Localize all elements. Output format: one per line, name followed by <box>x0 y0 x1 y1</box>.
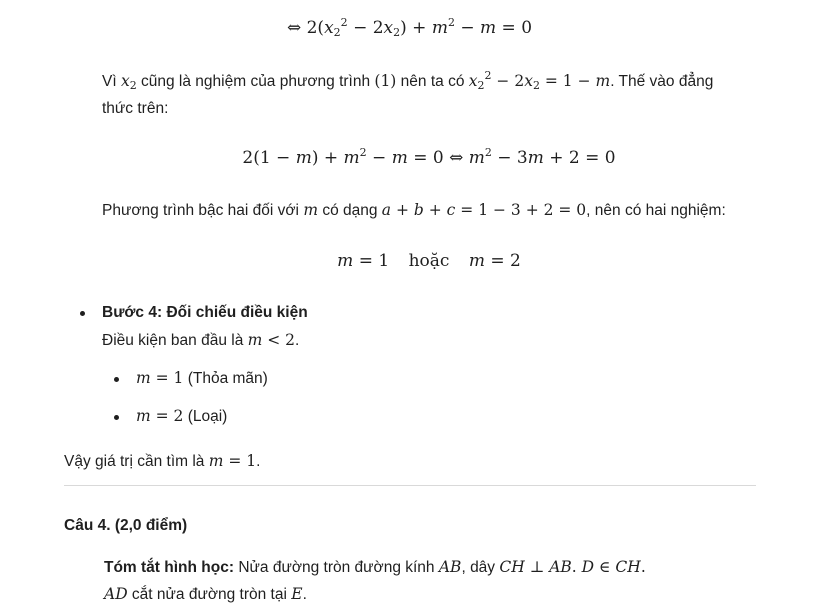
segment-ab: AB <box>438 558 462 576</box>
para1-line2: thức trên: <box>102 100 169 117</box>
bullet-dot <box>80 311 85 316</box>
conclusion-text: Vậy giá trị cần tìm là <box>64 453 209 470</box>
summary-text-2: , dây <box>461 559 500 576</box>
equation-ref: (1) <box>374 72 397 90</box>
condition-end: . <box>295 332 300 349</box>
list-item: m = 2 (Loại) <box>136 407 228 425</box>
para2-text-3: , nên có hai nghiệm: <box>586 202 726 219</box>
question-4-title <box>64 512 187 539</box>
item-note-rejected: (Loại) <box>183 408 228 425</box>
step4-condition: Điều kiện ban đầu là m < 2. <box>102 331 300 349</box>
condition-text: Điều kiện ban đầu là <box>102 332 248 349</box>
question-4-title-text: Câu 4. (2,0 điểm) <box>64 517 188 534</box>
paragraph-substitution: Vì $x_2$ cũng là nghiệm của phương trình (1) nên ta có $x_2^2 - 2x_2 = 1 - m$. Thế vào đẳng thức trên: <box>102 69 714 117</box>
bullet-dot <box>114 377 119 382</box>
equation-middle: $2(1 - m) + m^2 - m = 0$ ⇔ $m^2 - 3m + 2 = 0$ <box>242 146 616 168</box>
para1-text-3: nên ta có <box>396 73 469 90</box>
summary-text-3: cắt nửa đường tròn tại <box>127 586 292 603</box>
paragraph-quadratic: Phương trình bậc hai đối với m có dạng a + b + c = 1 − 3 + 2 = 0, nên có hai nghiệm: <box>102 201 726 219</box>
conclusion-end: . <box>256 453 261 470</box>
para2-text-1: Phương trình bậc hai đối với <box>102 202 304 219</box>
roots-or-word: hoặc <box>408 251 450 271</box>
geometry-summary: Tóm tắt hình học: Nửa đường tròn đường kính AB, dây CH ⊥ AB. D ∈ CH. AD cắt nửa đường tròn tại E. <box>104 558 646 603</box>
conclusion: Vậy giá trị cần tìm là m = 1. <box>64 452 261 470</box>
para2-text-2: có dạng <box>318 202 382 219</box>
section-divider <box>64 485 756 486</box>
segment-ad: AD <box>104 585 128 603</box>
point-e: E <box>291 585 303 603</box>
para1-text-1: Vì <box>102 73 121 90</box>
bullet-dot <box>114 415 119 420</box>
para1-text-4: . Thế vào đẳng <box>610 73 714 90</box>
equation-roots: m = 1 hoặc m = 2 <box>337 251 521 271</box>
item-note-satisfied: (Thỏa mãn) <box>183 370 268 387</box>
equation-top: ⇔ $2(x_2^2 - 2x_2) + m^2 - m = 0$ <box>286 16 533 39</box>
variable-m: m <box>303 201 319 219</box>
para1-text-2: cũng là nghiệm của phương trình <box>136 73 375 90</box>
step4-title-text: Bước 4: Đối chiếu điều kiện <box>102 304 308 321</box>
list-item: m = 1 (Thỏa mãn) <box>136 369 268 387</box>
summary-label: Tóm tắt hình học: <box>104 559 235 576</box>
step4-title <box>102 299 308 326</box>
summary-end: . <box>302 586 307 603</box>
summary-text-1: Nửa đường tròn đường kính <box>234 559 439 576</box>
